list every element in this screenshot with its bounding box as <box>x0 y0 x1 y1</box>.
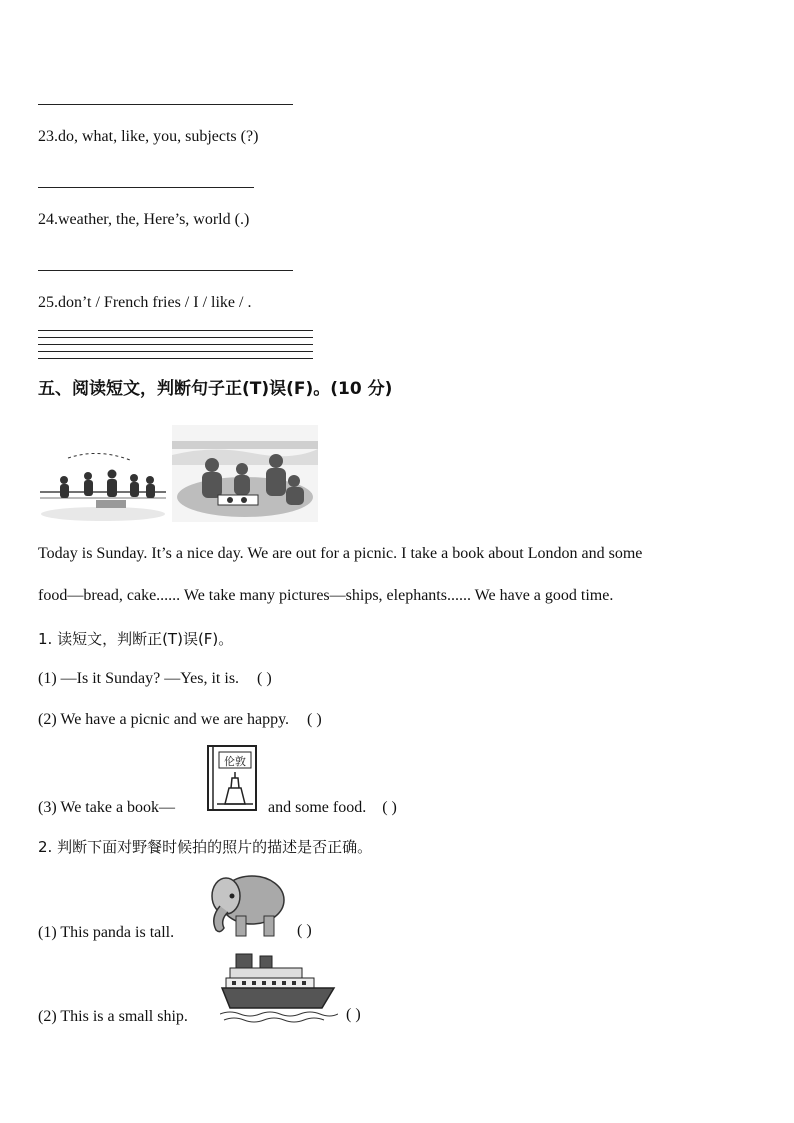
part2-item-1-answer[interactable]: ( ) <box>297 922 312 939</box>
part1-item-3-before: (3) We take a book— <box>38 799 176 816</box>
part1-item-1-answer[interactable]: ( ) <box>257 670 272 687</box>
answer-line-25a <box>38 330 313 331</box>
answer-line-25c <box>38 344 313 345</box>
part1-item-3-answer[interactable]: ( ) <box>382 799 397 816</box>
answer-line-23 <box>38 187 254 188</box>
answer-line-25e <box>38 358 313 359</box>
part1-title: 1. 读短文，判断正(T)误(F)。 <box>38 630 234 648</box>
picnic-group-illustration <box>38 450 168 522</box>
answer-line-24 <box>38 270 293 271</box>
part1-item-2 <box>38 711 758 729</box>
question-24: 24.weather, the, Here’s, world (.) <box>38 211 250 228</box>
part2-item-1-text: (1) This panda is tall. <box>38 924 175 941</box>
question-25: 25.don’t / French fries / I / like / . <box>38 294 252 311</box>
elephant-icon <box>202 866 288 940</box>
answer-line-25b <box>38 337 313 338</box>
part1-item-2-text: (2) We have a picnic and we are happy. <box>38 711 290 728</box>
answer-line-22 <box>38 104 293 105</box>
part2-item-2-text: (2) This is a small ship. <box>38 1008 188 1025</box>
part1-item-1 <box>38 670 758 688</box>
part1-item-3-tail: and some food. <box>268 799 367 816</box>
passage-line-2: food—bread, cake...... We take many pictures—ships, elephants...... We have a good time. <box>38 587 614 604</box>
section-five-heading: 五、阅读短文，判断句子正(T)误(F)。(10 分) <box>38 379 393 399</box>
part1-item-2-answer[interactable]: ( ) <box>307 711 322 728</box>
book-title: 伦敦 <box>224 755 246 768</box>
passage-line-1: Today is Sunday. It’s a nice day. We are out for a picnic. I take a book about London and some <box>38 545 643 562</box>
question-23: 23.do, what, like, you, subjects (?) <box>38 128 259 145</box>
part1-item-3-after <box>268 799 397 817</box>
picnic-family-illustration <box>172 425 318 522</box>
part1-item-1-text: (1) —Is it Sunday? —Yes, it is. <box>38 670 240 687</box>
part2-title: 2. 判断下面对野餐时候拍的照片的描述是否正确。 <box>38 838 373 856</box>
answer-line-25d <box>38 351 313 352</box>
ship-icon <box>220 952 338 1026</box>
part2-item-2-answer[interactable]: ( ) <box>346 1006 361 1023</box>
london-book-icon <box>205 744 259 814</box>
